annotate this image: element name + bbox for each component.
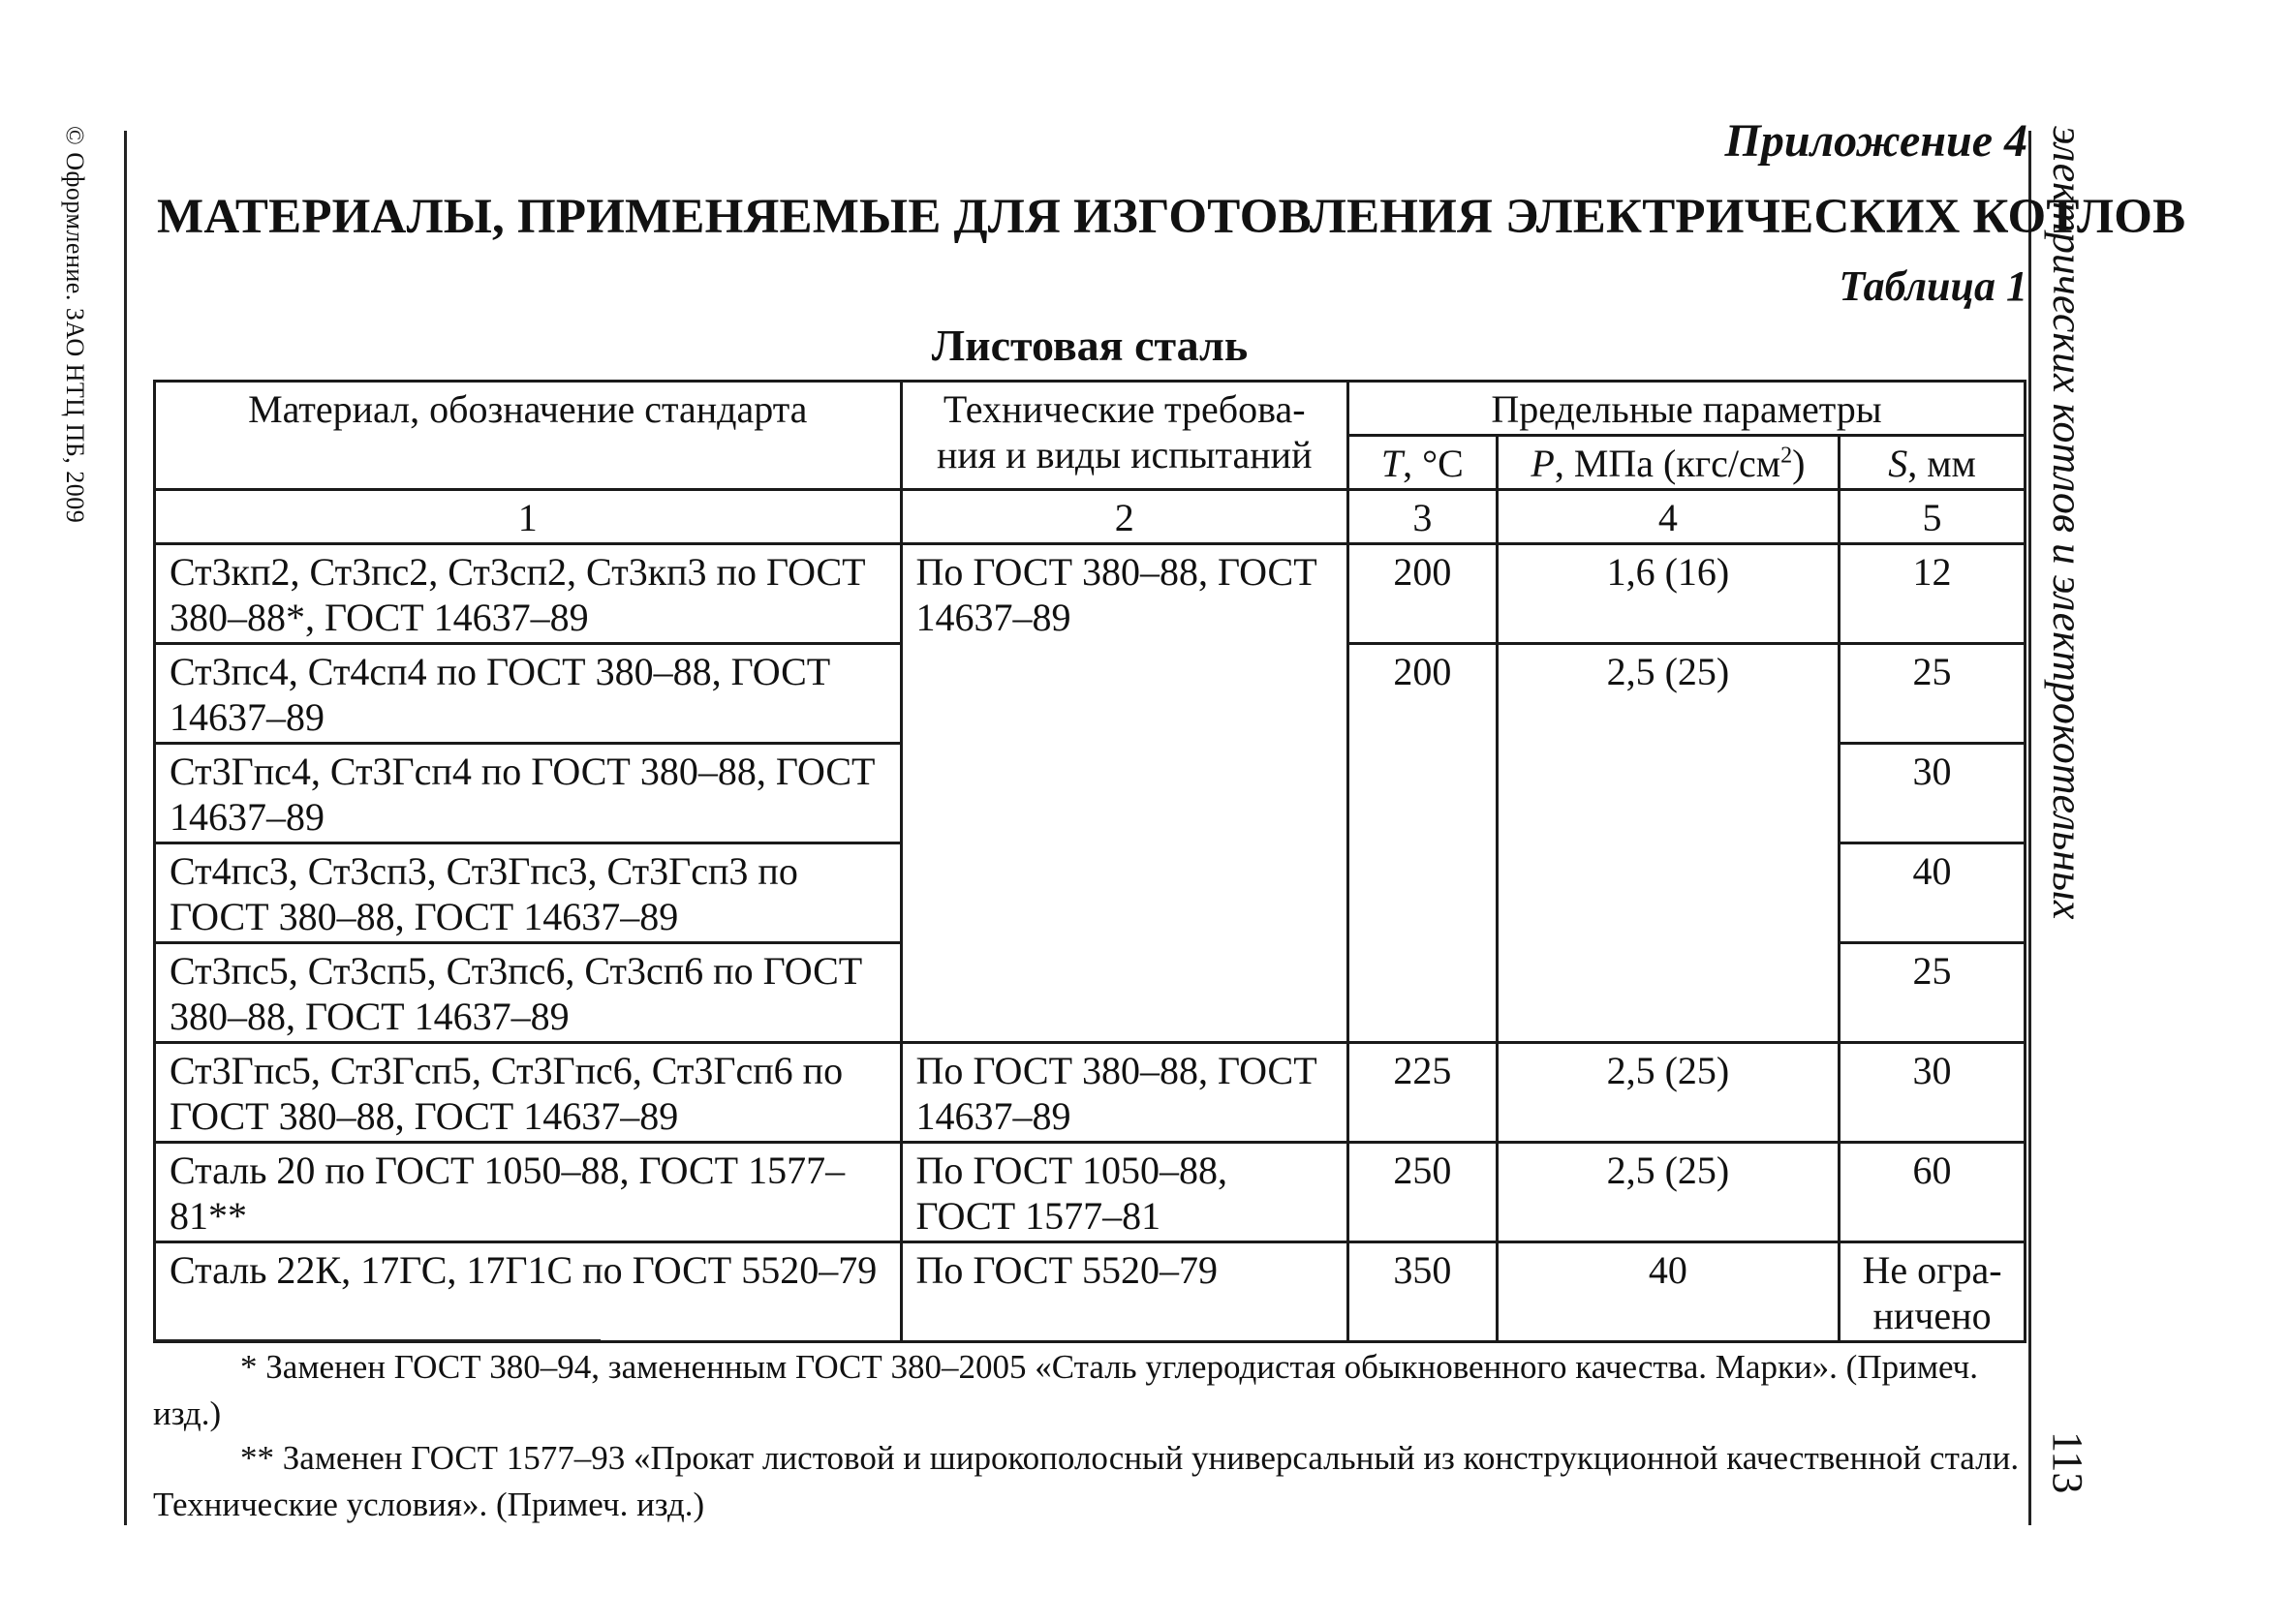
header-limits: Предельные параметры — [1347, 382, 2025, 436]
col-number: 4 — [1497, 490, 1839, 544]
cell-s: 30 — [1840, 744, 2026, 843]
page-title: МАТЕРИАЛЫ, ПРИМЕНЯЕМЫЕ ДЛЯ ИЗГОТОВЛЕНИЯ ЭЛЕКТРИЧЕСКИХ КОТЛОВ — [157, 190, 2186, 244]
cell-p: 2,5 (25) — [1497, 1143, 1839, 1242]
cell-t: 350 — [1347, 1242, 1497, 1342]
footnote-separator — [153, 1339, 601, 1341]
cell-s: 60 — [1840, 1143, 2026, 1242]
cell-p: 2,5 (25) — [1497, 644, 1839, 1043]
col-number: 5 — [1840, 490, 2026, 544]
cell-tech: По ГОСТ 5520–79 — [901, 1242, 1347, 1342]
footnote-1: * Заменен ГОСТ 380–94, замененным ГОСТ 380–2005 «Сталь углеродистая обыкновенного качества. Марки». (Примеч. изд.) — [153, 1348, 1979, 1432]
cell-material: Ст3кп2, Ст3пс2, Ст3сп2, Ст3кп3 по ГОСТ 380–88*, ГОСТ 14637–89 — [155, 544, 902, 644]
cell-tech: По ГОСТ 380–88, ГОСТ 14637–89 — [901, 544, 1347, 1043]
header-s-unit: , мм — [1907, 442, 1976, 485]
header-thickness: S, мм — [1840, 436, 2026, 490]
cell-material: Сталь 20 по ГОСТ 1050–88, ГОСТ 1577–81** — [155, 1143, 902, 1242]
cell-material: Ст3пс4, Ст4сп4 по ГОСТ 380–88, ГОСТ 14637–89 — [155, 644, 902, 744]
cell-p: 40 — [1497, 1242, 1839, 1342]
appendix-label: Приложение 4 — [1724, 115, 2027, 167]
cell-material: Ст3Гпс5, Ст3Гсп5, Ст3Гпс6, Ст3Гсп6 по ГОСТ 380–88, ГОСТ 14637–89 — [155, 1043, 902, 1143]
cell-t: 225 — [1347, 1043, 1497, 1143]
cell-material: Ст3Гпс4, Ст3Гсп4 по ГОСТ 380–88, ГОСТ 14637–89 — [155, 744, 902, 843]
footnote-2: ** Заменен ГОСТ 1577–93 «Прокат листовой и широкополосный универсальный из конструкционной качественной стали. Технические условия». (Примеч. изд.) — [153, 1439, 2020, 1523]
col-number: 2 — [901, 490, 1347, 544]
cell-s: 30 — [1840, 1043, 2026, 1143]
running-header: электрических котлов и электрокотельных — [2044, 126, 2091, 920]
col-number: 3 — [1347, 490, 1497, 544]
copyright-margin: © Оформление. ЗАО НТЦ ПБ, 2009 — [61, 126, 89, 524]
table-title: Листовая сталь — [931, 321, 1249, 370]
col-number: 1 — [155, 490, 902, 544]
header-tech-text: Технические требова-ния и виды испытаний — [936, 387, 1313, 476]
cell-s: 25 — [1840, 644, 2026, 744]
header-p-unit: , МПа $(кгс/см^2)$ — [1554, 442, 1806, 485]
cell-material: Сталь 22К, 17ГС, 17Г1С по ГОСТ 5520–79 — [155, 1242, 902, 1342]
header-temperature: T, °C — [1347, 436, 1497, 490]
table-row — [155, 1242, 2026, 1342]
table-row — [155, 1143, 2026, 1242]
cell-p: 2,5 (25) — [1497, 1043, 1839, 1143]
cell-material: Ст4пс3, Ст3сп3, Ст3Гпс3, Ст3Гсп3 по ГОСТ 380–88, ГОСТ 14637–89 — [155, 843, 902, 943]
header-t-unit: , °C — [1403, 442, 1464, 485]
materials-table — [153, 380, 2026, 1343]
header-pressure: P, МПа $(кгс/см^2)$ — [1497, 436, 1839, 490]
table-number: Таблица 1 — [1839, 262, 2027, 310]
cell-tech: По ГОСТ 1050–88, ГОСТ 1577–81 — [901, 1143, 1347, 1242]
cell-s: 12 — [1840, 544, 2026, 644]
cell-s: 40 — [1840, 843, 2026, 943]
cell-material: Ст3пс5, Ст3сп5, Ст3пс6, Ст3сп6 по ГОСТ 380–88, ГОСТ 14637–89 — [155, 943, 902, 1043]
header-material: Материал, обозначение стандарта — [155, 382, 902, 490]
table-row — [155, 544, 2026, 644]
cell-s: 25 — [1840, 943, 2026, 1043]
cell-t: 250 — [1347, 1143, 1497, 1242]
cell-s: Не огра-ничено — [1840, 1242, 2026, 1342]
header-tech — [901, 382, 1347, 490]
cell-p: 1,6 (16) — [1497, 544, 1839, 644]
table-row — [155, 1043, 2026, 1143]
cell-tech: По ГОСТ 380–88, ГОСТ 14637–89 — [901, 1043, 1347, 1143]
cell-t: 200 — [1347, 544, 1497, 644]
cell-t: 200 — [1347, 644, 1497, 1043]
page-number: 113 — [2044, 1431, 2091, 1494]
